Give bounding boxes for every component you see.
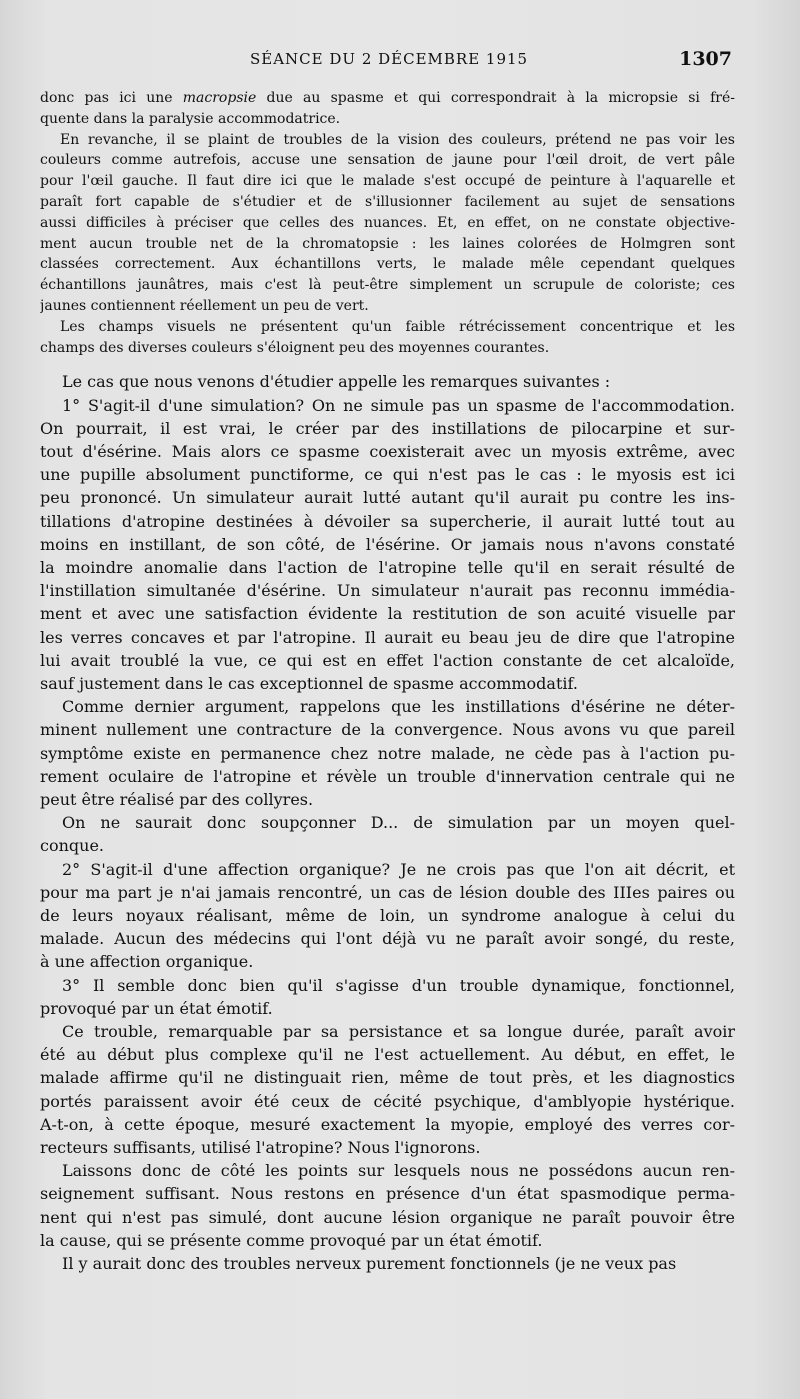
paragraph [40, 317, 735, 359]
text-line: l'instillation simultanée d'ésérine. Un simulateur n'aurait pas reconnu immédia- [40, 581, 735, 601]
text-line: ment aucun trouble net de la chromatopsie : les laines colorées de Holmgren sont [40, 235, 735, 252]
paragraph [40, 1020, 735, 1159]
text-line: peut être réalisé par des collyres. [40, 790, 314, 810]
text-line: la cause, qui se présente comme provoqué par un état émotif. [40, 1230, 543, 1250]
text-line: Ce trouble, remarquable par sa persistance et sa longue durée, paraît avoir [62, 1022, 735, 1042]
text-line: Comme dernier argument, rappelons que les instillations d'ésérine ne déter- [62, 697, 735, 717]
text-line: Le cas que nous venons d'étudier appelle les remarques suivantes : [62, 372, 611, 392]
text-line: une pupille absolument punctiforme, ce qui n'est pas le cas : le myosis est ici [40, 465, 735, 485]
text-line: Les champs visuels ne présentent qu'un faible rétrécissement concentrique et les [60, 318, 735, 335]
text-line: nent qui n'est pas simulé, dont aucune lésion organique ne paraît pouvoir être [40, 1207, 735, 1227]
text-line: aussi difficiles à préciser que celles des nuances. Et, en effet, on ne constate objective- [40, 214, 735, 231]
text-line: peu prononcé. Un simulateur aurait lutté autant qu'il aurait pu contre les ins- [40, 488, 735, 508]
text-line: jaunes contiennent réellement un peu de vert. [40, 297, 369, 314]
text-line: malade affirme qu'il ne distinguait rien, même de tout près, et les diagnostics [40, 1068, 735, 1088]
paragraph [40, 88, 735, 130]
paragraph [40, 695, 735, 811]
text-line: En revanche, il se plaint de troubles de la vision des couleurs, prétend ne pas voir les [60, 131, 735, 148]
text-line: quente dans la paralysie accommodatrice. [40, 110, 341, 127]
text-line: malade. Aucun des médecins qui l'ont déjà vu ne paraît avoir songé, du reste, [40, 929, 735, 949]
main-text-block [40, 370, 735, 1275]
page-number: 1307 [679, 48, 732, 70]
text-line: 3° Il semble donc bien qu'il s'agisse d'un trouble dynamique, fonctionnel, [62, 975, 735, 995]
text-line: classées correctement. Aux échantillons verts, le malade mêle cependant quelques [40, 256, 735, 273]
text-line: tillations d'atropine destinées à dévoiler sa supercherie, il aurait lutté tout au [40, 511, 735, 531]
small-print-block [40, 88, 735, 358]
text-line: les verres concaves et par l'atropine. Il aurait eu beau jeu de dire que l'atropine [40, 627, 735, 647]
paragraph [40, 130, 735, 317]
text-line: minent nullement une contracture de la convergence. Nous avons vu que pareil [40, 720, 735, 740]
text-line: symptôme existe en permanence chez notre malade, ne cède pas à l'action pu- [40, 743, 735, 763]
paragraph [40, 974, 735, 1020]
text-line: rement oculaire de l'atropine et révèle un trouble d'innervation centrale qui ne [40, 766, 735, 786]
text-line: échantillons jaunâtres, mais c'est là peut-être simplement un scrupule de coloriste; ces [40, 277, 735, 294]
text-line: moins en instillant, de son côté, de l'ésérine. Or jamais nous n'avons constaté [40, 534, 735, 554]
text-line: 1° S'agit-il d'une simulation? On ne simule pas un spasme de l'accommodation. [62, 395, 735, 415]
text-line: la moindre anomalie dans l'action de l'atropine telle qu'il en serait résulté de [40, 557, 735, 577]
text-line: ment et avec une satisfaction évidente la restitution de son acuité visuelle par [40, 604, 735, 624]
page-body [40, 88, 735, 1275]
text-line: été au début plus complexe qu'il ne l'est actuellement. Au début, en effet, le [40, 1045, 735, 1065]
running-head: SÉANCE DU 2 DÉCEMBRE 1915 [250, 50, 529, 68]
text-line: 2° S'agit-il d'une affection organique? Je ne crois pas que l'on ait décrit, et [62, 859, 735, 879]
text-line: On ne saurait donc soupçonner D... de simulation par un moyen quel- [62, 813, 735, 833]
text-line: à une affection organique. [40, 952, 254, 972]
text-line: sauf justement dans le cas exceptionnel de spasme accommodatif. [40, 674, 578, 693]
text-line: couleurs comme autrefois, accuse une sensation de jaune pour l'œil droit, de vert pâle [40, 152, 735, 169]
paragraph [40, 858, 735, 974]
text-line: portés paraissent avoir été ceux de cécité psychique, d'amblyopie hystérique. [40, 1091, 735, 1111]
text-line: On pourrait, il est vrai, le créer par des instillations de pilocarpine et sur- [40, 418, 735, 438]
text-line: provoqué par un état émotif. [40, 998, 273, 1018]
text-line: de leurs noyaux réalisant, même de loin, un syndrome analogue à celui du [40, 906, 735, 926]
paragraph [40, 1252, 735, 1275]
text-line: seignement suffisant. Nous restons en présence d'un état spasmodique perma- [40, 1184, 735, 1204]
text-line: conque. [40, 836, 104, 856]
text-line: tout d'ésérine. Mais alors ce spasme coexisterait avec un myosis extrême, avec [40, 441, 735, 461]
paragraph [40, 811, 735, 857]
text-line: champs des diverses couleurs s'éloignent peu des moyennes courantes. [40, 339, 550, 356]
text-line: A-t-on, à cette époque, mesuré exactement la myopie, employé des verres cor- [40, 1114, 735, 1134]
text-line: Il y aurait donc des troubles nerveux purement fonctionnels (je ne veux pas [62, 1254, 677, 1274]
text-line: paraît fort capable de s'étudier et de s'illusionner facilement au sujet de sensations [40, 193, 735, 210]
text-line: pour ma part je n'ai jamais rencontré, un cas de lésion double des IIIes paires ou [40, 882, 735, 902]
text-line: lui avait troublé la vue, ce qui est en effet l'action constante de cet alcaloïde, [40, 650, 735, 670]
paragraph [40, 1159, 735, 1252]
paragraph [40, 370, 735, 393]
paragraph [40, 394, 735, 696]
text-line: pour l'œil gauche. Il faut dire ici que le malade s'est occupé de peinture à l'aquarelle et [40, 173, 735, 190]
text-line: donc pas ici une macropsie due au spasme et qui correspondrait à la micropsie si fré- [40, 90, 735, 106]
text-line: recteurs suffisants, utilisé l'atropine? Nous l'ignorons. [40, 1138, 481, 1158]
page-header [40, 48, 732, 74]
text-line: Laissons donc de côté les points sur lesquels nous ne possédons aucun ren- [62, 1161, 735, 1181]
